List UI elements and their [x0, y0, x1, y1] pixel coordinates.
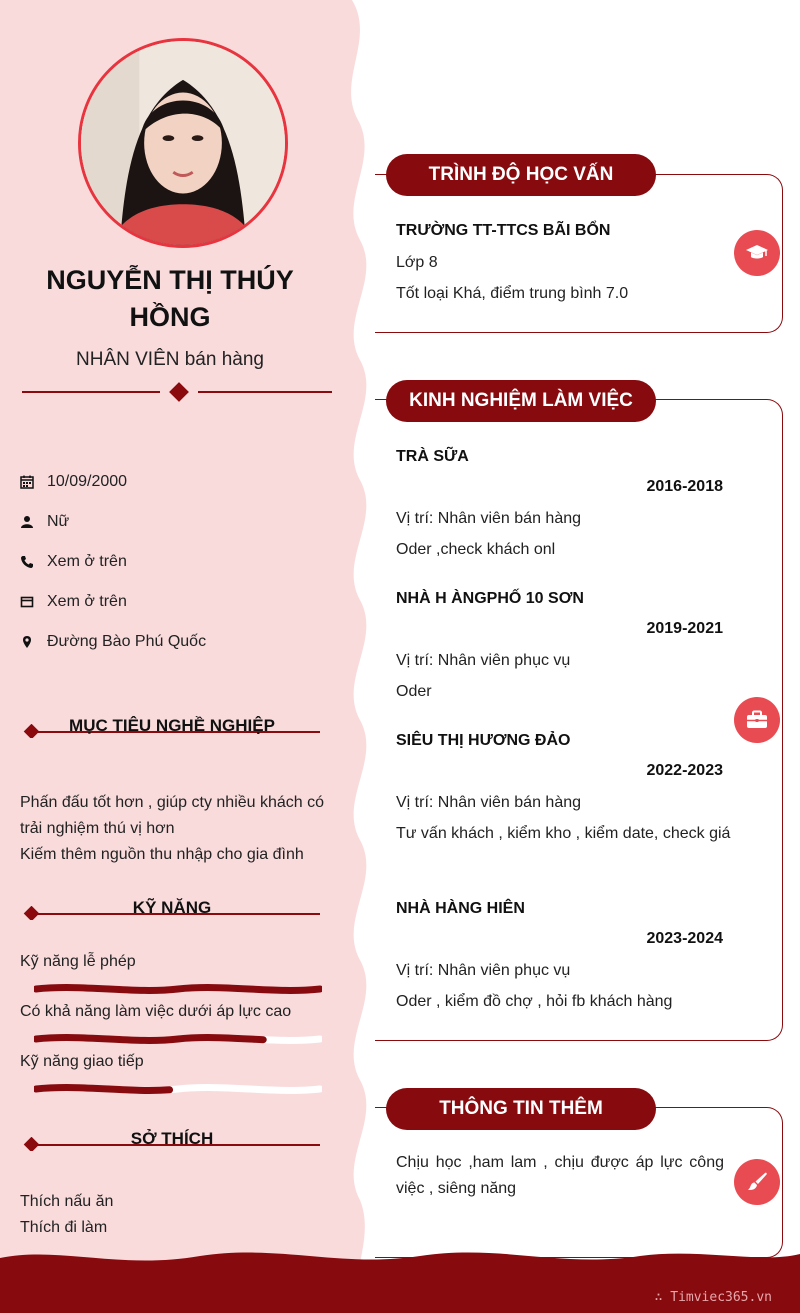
- job-period: 2016-2018: [646, 478, 723, 495]
- skills-heading: [22, 900, 322, 922]
- contact-birthdate: [20, 472, 127, 492]
- hobbies-title: SỞ THÍCH: [130, 1129, 214, 1148]
- education-school: TRƯỜNG TT-TTCS BÃI BỔN: [396, 222, 611, 239]
- contact-value: Nữ: [47, 513, 70, 530]
- name-divider: [22, 382, 332, 402]
- hobbies-text: [20, 1189, 330, 1241]
- job-period: 2023-2024: [646, 930, 723, 947]
- calendar-icon: [20, 475, 34, 489]
- objective-line: trải nghiệm thú vị hơn: [20, 820, 175, 837]
- candidate-title: NHÂN VIÊN bán hàng: [76, 349, 264, 370]
- hobby-line: Thích nấu ăn: [20, 1193, 114, 1210]
- skill-label: Kỹ năng lễ phép: [20, 953, 136, 970]
- avatar: [78, 38, 288, 248]
- contact-address: [20, 632, 206, 652]
- objective-title: MỤC TIÊU NGHỀ NGHIỆP: [69, 716, 275, 735]
- phone-icon: [20, 555, 34, 569]
- user-icon: [20, 515, 34, 529]
- contact-value: Đường Bào Phú Quốc: [47, 633, 207, 650]
- job-detail: Oder , kiểm đồ chợ , hỏi fb khách hàng: [396, 993, 673, 1010]
- job-position: Vị trí: Nhân viên bán hàng: [396, 794, 582, 811]
- paintbrush-icon: [734, 1159, 780, 1205]
- contact-email: [20, 592, 127, 612]
- job-period: 2019-2021: [646, 620, 723, 637]
- map-pin-icon: [20, 635, 34, 649]
- job-detail: Oder ,check khách onl: [396, 541, 556, 558]
- additional-header: THÔNG TIN THÊM: [386, 1088, 656, 1130]
- skill-label: Kỹ năng giao tiếp: [20, 1053, 144, 1070]
- skill-bar: [34, 1083, 322, 1095]
- candidate-name: NGUYỄN THỊ THÚY HỒNG: [46, 265, 294, 332]
- contact-phone: [20, 552, 127, 572]
- objective-line: Kiếm thêm nguồn thu nhập cho gia đình: [20, 846, 304, 863]
- skill-label: Có khả năng làm việc dưới áp lực cao: [20, 1003, 292, 1020]
- job-period: 2022-2023: [646, 762, 723, 779]
- job-detail: Tư vấn khách , kiểm kho , kiểm date, check giá: [396, 825, 731, 842]
- contact-value: Xem ở trên: [47, 553, 127, 570]
- hobbies-heading: [22, 1131, 322, 1153]
- experience-header: KINH NGHIỆM LÀM VIỆC: [386, 380, 656, 422]
- objective-heading: [22, 718, 322, 740]
- education-header: TRÌNH ĐỘ HỌC VẤN: [386, 154, 656, 196]
- job-position: Vị trí: Nhân viên phục vụ: [396, 962, 571, 979]
- email-icon: [20, 595, 34, 609]
- skill-bar: [34, 983, 322, 995]
- watermark: ∴ Timviec365.vn: [654, 1290, 772, 1305]
- contact-gender: [20, 512, 69, 532]
- objective-line: Phấn đấu tốt hơn , giúp cty nhiều khách có: [20, 794, 325, 811]
- education-grade: Lớp 8: [396, 254, 438, 271]
- graduation-cap-icon: [734, 230, 780, 276]
- job-company: SIÊU THỊ HƯƠNG ĐẢO: [396, 732, 571, 749]
- job-position: Vị trí: Nhân viên bán hàng: [396, 510, 582, 527]
- objective-text: [20, 790, 330, 868]
- job-company: NHÀ H ÀNGPHỐ 10 SƠN: [396, 590, 584, 607]
- education-result: Tốt loại Khá, điểm trung bình 7.0: [396, 285, 629, 302]
- skills-title: KỸ NĂNG: [132, 898, 212, 917]
- skill-bar: [34, 1033, 322, 1045]
- additional-text: Chịu học ,ham lam , chịu được áp lực công việc , siêng năng: [396, 1154, 724, 1197]
- job-company: NHÀ HÀNG HIÊN: [396, 900, 525, 917]
- job-position: Vị trí: Nhân viên phục vụ: [396, 652, 571, 669]
- briefcase-icon: [734, 697, 780, 743]
- contact-value: 10/09/2000: [47, 473, 128, 490]
- hobby-line: Thích đi làm: [20, 1219, 108, 1236]
- contact-value: Xem ở trên: [47, 593, 127, 610]
- job-company: TRÀ SỮA: [396, 448, 469, 465]
- job-detail: Oder: [396, 683, 432, 700]
